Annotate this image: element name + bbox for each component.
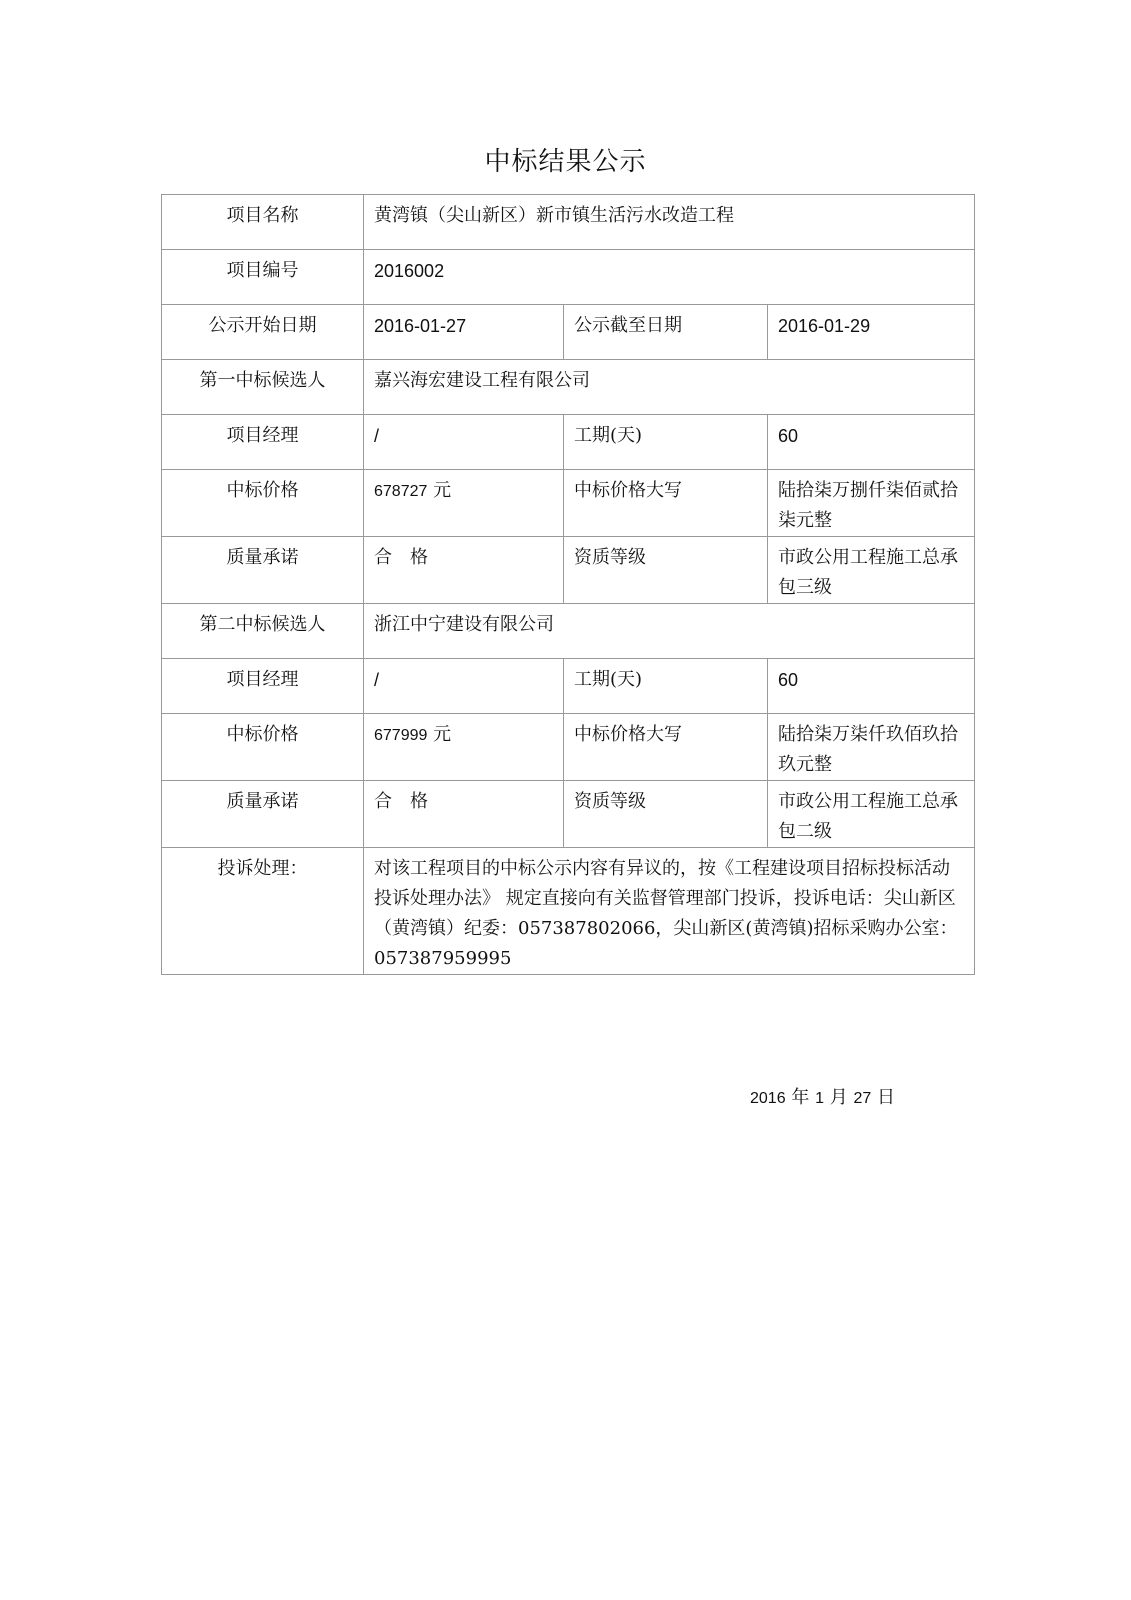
- candidate1-price-unit: 元: [433, 480, 452, 501]
- project-name-value: 黄湾镇（尖山新区）新市镇生活污水改造工程: [364, 195, 975, 250]
- start-date-value: 2016-01-27: [364, 305, 564, 360]
- date-month-char: 月: [829, 1087, 848, 1108]
- date-day-char: 日: [876, 1087, 895, 1108]
- end-date-label: 公示截至日期: [564, 305, 768, 360]
- candidate1-period-value: 60: [768, 415, 975, 470]
- candidate2-label: 第二中标候选人: [162, 604, 364, 659]
- candidate1-manager-value: /: [364, 415, 564, 470]
- candidate2-period-value: 60: [768, 659, 975, 714]
- date-year-char: 年: [791, 1087, 810, 1108]
- candidate2-manager-row: [162, 659, 975, 714]
- date-year: 2016: [750, 1090, 786, 1107]
- candidate2-quality-value: 合 格: [364, 781, 564, 848]
- candidate2-price-number: 677999: [374, 727, 428, 744]
- candidate2-period-label: 工期(天): [564, 659, 768, 714]
- candidate2-price-row: [162, 714, 975, 781]
- candidate2-name: 浙江中宁建设有限公司: [364, 604, 975, 659]
- complaint-text: 对该工程项目的中标公示内容有异议的，按《工程建设项目招标投标活动投诉处理办法》 规定直接向有关监督管理部门投诉，投诉电话：尖山新区（黄湾镇）纪委：057387802066，尖山新区(黄湾镇)招标采购办公室：057387959995: [364, 848, 975, 975]
- candidate1-price-label: 中标价格: [162, 470, 364, 537]
- project-name-row: [162, 195, 975, 250]
- candidate2-price-cell: [364, 714, 564, 781]
- candidate1-manager-row: [162, 415, 975, 470]
- candidate1-quality-row: [162, 537, 975, 604]
- candidate1-qualification-label: 资质等级: [564, 537, 768, 604]
- end-date-value: 2016-01-29: [768, 305, 975, 360]
- project-number-label: 项目编号: [162, 250, 364, 305]
- candidate2-manager-value: /: [364, 659, 564, 714]
- candidate1-quality-value: 合 格: [364, 537, 564, 604]
- start-date-label: 公示开始日期: [162, 305, 364, 360]
- page-title: 中标结果公示: [484, 147, 647, 177]
- bid-result-table: [161, 194, 975, 975]
- candidate2-price-upper-label: 中标价格大写: [564, 714, 768, 781]
- candidate1-manager-label: 项目经理: [162, 415, 364, 470]
- candidate1-price-row: [162, 470, 975, 537]
- candidate1-row: [162, 360, 975, 415]
- candidate2-price-unit: 元: [433, 724, 452, 745]
- date-day: 27: [853, 1090, 872, 1107]
- complaint-row: [162, 848, 975, 975]
- project-number-value: 2016002: [364, 250, 975, 305]
- date-month: 1: [815, 1090, 824, 1107]
- project-name-label: 项目名称: [162, 195, 364, 250]
- candidate2-qualification-label: 资质等级: [564, 781, 768, 848]
- candidate2-row: [162, 604, 975, 659]
- candidate2-price-label: 中标价格: [162, 714, 364, 781]
- candidate2-manager-label: 项目经理: [162, 659, 364, 714]
- candidate2-quality-row: [162, 781, 975, 848]
- complaint-label: 投诉处理：: [162, 848, 364, 975]
- candidate1-price-number: 678727: [374, 483, 428, 500]
- candidate2-qualification-value: 市政公用工程施工总承包二级: [768, 781, 975, 848]
- candidate1-price-upper-label: 中标价格大写: [564, 470, 768, 537]
- candidate2-quality-label: 质量承诺: [162, 781, 364, 848]
- candidate1-price-upper-value: 陆拾柒万捌仟柒佰贰拾柒元整: [768, 470, 975, 537]
- candidate1-qualification-value: 市政公用工程施工总承包三级: [768, 537, 975, 604]
- candidate1-quality-label: 质量承诺: [162, 537, 364, 604]
- candidate2-price-upper-value: 陆拾柒万柒仟玖佰玖拾玖元整: [768, 714, 975, 781]
- signature-date: [750, 1083, 895, 1114]
- candidate1-period-label: 工期(天): [564, 415, 768, 470]
- project-number-row: [162, 250, 975, 305]
- publicity-date-row: [162, 305, 975, 360]
- candidate1-name: 嘉兴海宏建设工程有限公司: [364, 360, 975, 415]
- candidate1-label: 第一中标候选人: [162, 360, 364, 415]
- candidate1-price-cell: [364, 470, 564, 537]
